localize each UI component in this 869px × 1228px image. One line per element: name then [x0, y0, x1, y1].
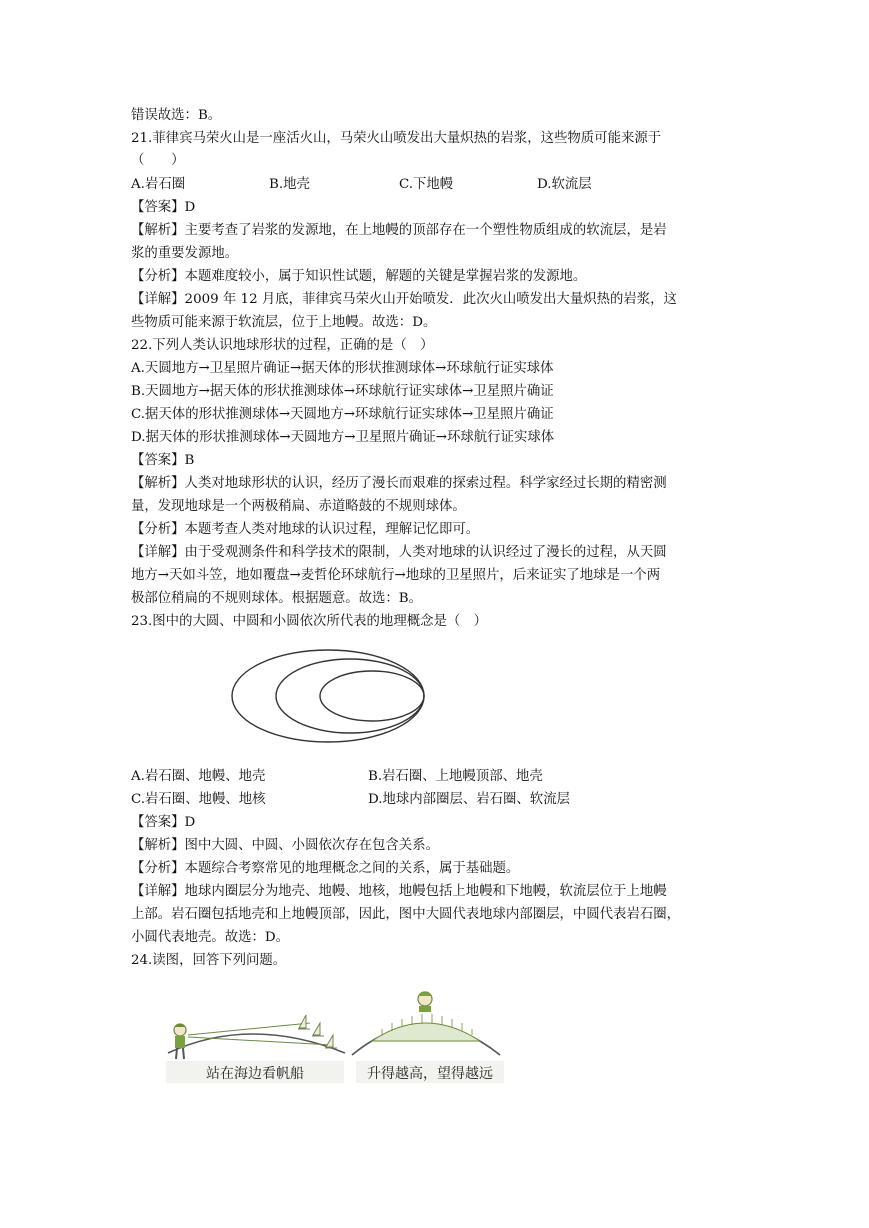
analysis-text: 【解析】人类对地球形状的认识，经历了漫长而艰难的探索过程。科学家经过长期的精密测	[131, 476, 667, 491]
medium-circle	[276, 659, 424, 733]
analysis-text: 【分析】本题难度较小，属于知识性试题，解题的关键是掌握岩浆的发源地。	[131, 269, 587, 284]
q22-option-b: B.天圆地方→据天体的形状推测球体→环球航行证实球体→卫星照片确证	[131, 384, 554, 399]
detail-text: 【详解】2009 年 12 月底，菲律宾马荣火山开始喷发．此次火山喷发出大量炽热的岩浆，这	[131, 292, 677, 307]
analysis-text: 浆的重要发源地。	[131, 246, 239, 261]
question-21: 21.菲律宾马荣火山是一座活火山，马荣火山喷发出大量炽热的岩浆，这些物质可能来源于	[131, 131, 662, 146]
analysis-text: 【解析】主要考查了岩浆的发源地，在上地幔的顶部存在一个塑性物质组成的软流层，是岩	[131, 223, 667, 238]
caption-left: 站在海边看帆船	[206, 1066, 304, 1082]
caption-right: 升得越高，望得越远	[367, 1066, 493, 1082]
question-24: 24.读图，回答下列问题。	[131, 953, 287, 968]
q23-option-b: B.岩石圈、上地幔顶部、地壳	[368, 769, 543, 784]
person-icon	[174, 1024, 186, 1059]
q21-option-a: A.岩石圈	[131, 177, 186, 192]
answer-label: 【答案】D	[131, 200, 196, 215]
question-22: 22.下列人类认识地球形状的过程，正确的是（ ）	[131, 338, 434, 353]
detail-text: 地方→天如斗笠，地如覆盘→麦哲伦环球航行→地球的卫星照片，后来证实了地球是一个两	[131, 568, 661, 583]
analysis-text: 量，发现地球是一个两极稍扁、赤道略鼓的不规则球体。	[131, 499, 466, 514]
q23-option-d: D.地球内部圈层、岩石圈、软流层	[368, 792, 570, 807]
q22-option-c: C.据天体的形状推测球体→天圆地方→环球航行证实球体→卫星照片确证	[131, 407, 554, 422]
q23-option-a: A.岩石圈、地幔、地壳	[131, 769, 266, 784]
text-line: 错误故选：B。	[131, 108, 222, 123]
q21-option-c: C.下地幔	[399, 177, 454, 192]
small-circle	[320, 671, 424, 721]
answer-label: 【答案】D	[131, 815, 196, 830]
detail-text: 极部位稍扁的不规则球体。根据题意。故选：B。	[131, 591, 423, 606]
q22-option-a: A.天圆地方→卫星照片确证→据天体的形状推测球体→环球航行证实球体	[131, 361, 554, 376]
observer-icon	[418, 992, 432, 1012]
question-23: 23.图中的大圆、中圆和小圆依次所代表的地理概念是（ ）	[131, 614, 488, 629]
analysis-text: 【解析】图中大圆、中圆、小圆依次存在包含关系。	[131, 838, 439, 853]
analysis-text: 【分析】本题考查人类对地球的认识过程，理解记忆即可。	[131, 522, 480, 537]
text-line: （ ）	[131, 153, 185, 168]
nested-circles-figure	[226, 645, 436, 747]
q21-options	[131, 175, 751, 194]
earth-curvature-figure	[160, 985, 510, 1087]
answer-label: 【答案】B	[131, 453, 195, 468]
q23-options-row1	[131, 767, 751, 786]
detail-text: 些物质可能来源于软流层，位于上地幔。故选：D。	[131, 315, 437, 330]
detail-text: 【详解】地球内圈层分为地壳、地幔、地核，地幔包括上地幔和下地幔，软流层位于上地幔	[131, 884, 667, 899]
q23-options-row2	[131, 790, 751, 809]
higher-see-farther-illustration	[352, 992, 504, 1083]
analysis-text: 【分析】本题综合考察常见的地理概念之间的关系，属于基础题。	[131, 861, 520, 876]
seaside-sailboat-illustration	[166, 1015, 345, 1083]
detail-text: 【详解】由于受观测条件和科学技术的限制，人类对地球的认识经过了漫长的过程，从天圆	[131, 545, 667, 560]
detail-text: 小圆代表地壳。故选：D。	[131, 930, 290, 945]
q22-option-d: D.据天体的形状推测球体→天圆地方→卫星照片确证→环球航行证实球体	[131, 430, 555, 445]
q23-option-c: C.岩石圈、地幔、地核	[131, 792, 266, 807]
large-circle	[232, 650, 424, 742]
detail-text: 上部。岩石圈包括地壳和上地幔顶部，因此，图中大圆代表地球内部圈层，中圆代表岩石圈，	[131, 907, 681, 922]
q21-option-d: D.软流层	[537, 177, 592, 192]
q21-option-b: B.地壳	[269, 177, 310, 192]
